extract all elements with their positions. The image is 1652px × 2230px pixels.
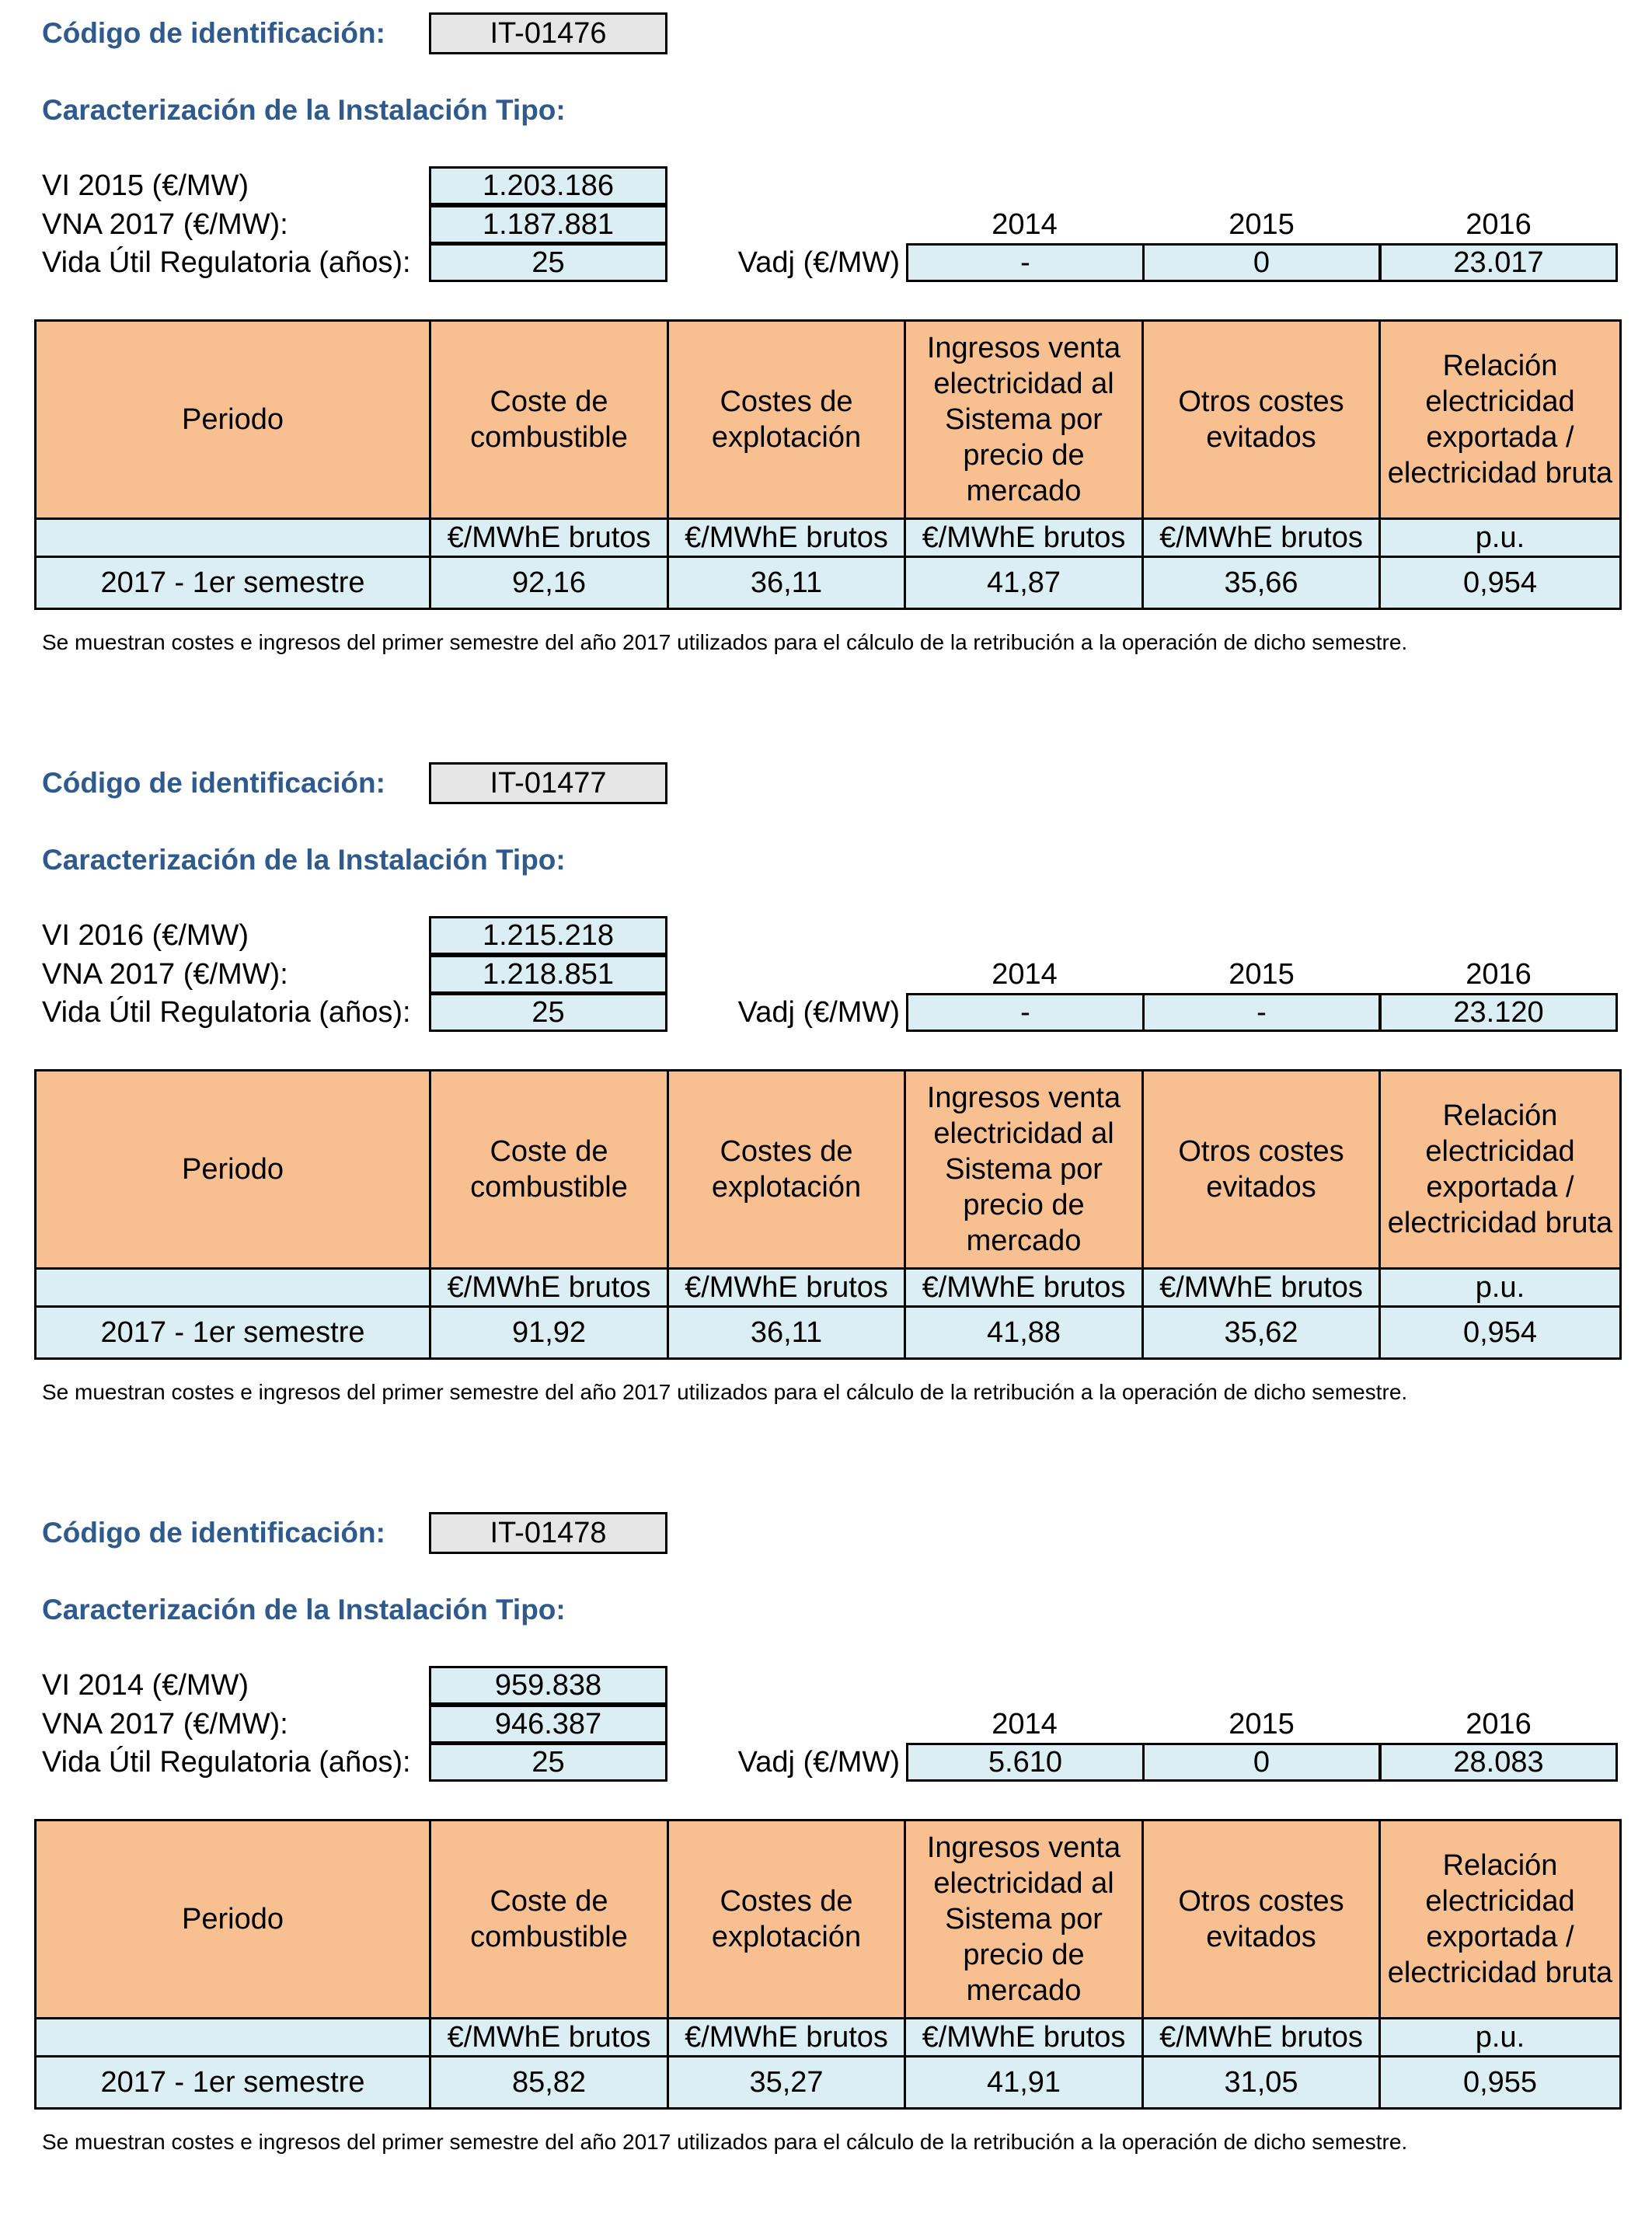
unit-cell: p.u. bbox=[1380, 1269, 1621, 1307]
vi-value: 959.838 bbox=[429, 1666, 667, 1705]
characterization-heading: Caracterización de la Instalación Tipo: bbox=[42, 1594, 566, 1625]
data-cell: 0,954 bbox=[1380, 557, 1621, 609]
unit-cell: €/MWhE brutos bbox=[668, 2019, 905, 2057]
data-cell: 35,27 bbox=[668, 2057, 905, 2109]
vadj-label: Vadj (€/MW) bbox=[737, 996, 900, 1029]
data-cell: 36,11 bbox=[668, 557, 905, 609]
header-periodo: Periodo bbox=[36, 1821, 430, 2019]
vna-label: VNA 2017 (€/MW): bbox=[42, 208, 288, 241]
data-cell: 31,05 bbox=[1143, 2057, 1380, 2109]
header-relacion: Relación electricidad exportada / electricidad bruta bbox=[1380, 1071, 1621, 1269]
year-2015-header: 2015 bbox=[1229, 958, 1295, 991]
vida-util-label: Vida Útil Regulatoria (años): bbox=[42, 1746, 411, 1779]
data-cell: 92,16 bbox=[430, 557, 668, 609]
data-cell: 2017 - 1er semestre bbox=[36, 557, 430, 609]
unit-cell: €/MWhE brutos bbox=[905, 2019, 1143, 2057]
vi-label: VI 2016 (€/MW) bbox=[42, 919, 249, 952]
unit-cell: €/MWhE brutos bbox=[905, 1269, 1143, 1307]
vna-label: VNA 2017 (€/MW): bbox=[42, 958, 288, 991]
header-otros-costes: Otros costes evitados bbox=[1143, 1821, 1380, 2019]
code-value: IT-01477 bbox=[429, 762, 667, 804]
data-cell: 41,88 bbox=[905, 1307, 1143, 1359]
vida-util-label: Vida Útil Regulatoria (años): bbox=[42, 996, 411, 1029]
vadj-2015-value: - bbox=[1142, 993, 1381, 1032]
vadj-2016-value: 23.017 bbox=[1379, 243, 1618, 282]
data-cell: 0,954 bbox=[1380, 1307, 1621, 1359]
code-label: Código de identificación: bbox=[42, 1517, 385, 1549]
vadj-2014-value: 5.610 bbox=[906, 1743, 1145, 1782]
vna-value: 1.187.881 bbox=[429, 205, 667, 244]
header-costes-explotacion: Costes de explotación bbox=[668, 1821, 905, 2019]
footnote: Se muestran costes e ingresos del primer semestre del año 2017 utilizados para el cálculo de la retribución a la operación de dicho semestre. bbox=[42, 2130, 1408, 2154]
unit-cell: €/MWhE brutos bbox=[430, 1269, 668, 1307]
year-2015-header: 2015 bbox=[1229, 1708, 1295, 1740]
vadj-2016-value: 23.120 bbox=[1379, 993, 1618, 1032]
unit-cell bbox=[36, 1269, 430, 1307]
unit-cell: p.u. bbox=[1380, 519, 1621, 557]
data-cell: 0,955 bbox=[1380, 2057, 1621, 2109]
footnote: Se muestran costes e ingresos del primer semestre del año 2017 utilizados para el cálculo de la retribución a la operación de dicho semestre. bbox=[42, 630, 1408, 654]
year-2014-header: 2014 bbox=[992, 958, 1058, 991]
characterization-heading: Caracterización de la Instalación Tipo: bbox=[42, 844, 566, 876]
data-cell: 35,62 bbox=[1143, 1307, 1380, 1359]
year-2014-header: 2014 bbox=[992, 1708, 1058, 1740]
year-2014-header: 2014 bbox=[992, 208, 1058, 241]
unit-cell bbox=[36, 519, 430, 557]
table-row bbox=[36, 2057, 1621, 2109]
vadj-2015-value: 0 bbox=[1142, 243, 1381, 282]
table-row bbox=[36, 557, 1621, 609]
unit-cell: €/MWhE brutos bbox=[668, 519, 905, 557]
data-cell: 2017 - 1er semestre bbox=[36, 1307, 430, 1359]
header-costes-explotacion: Costes de explotación bbox=[668, 1071, 905, 1269]
year-2016-header: 2016 bbox=[1466, 208, 1532, 241]
data-cell: 91,92 bbox=[430, 1307, 668, 1359]
header-ingresos-venta: Ingresos venta electricidad al Sistema por precio de mercado bbox=[905, 321, 1143, 519]
header-periodo: Periodo bbox=[36, 1071, 430, 1269]
unit-cell: €/MWhE brutos bbox=[1143, 2019, 1380, 2057]
cost-table bbox=[34, 319, 1619, 610]
header-coste-combustible: Coste de combustible bbox=[430, 1821, 668, 2019]
vi-label: VI 2015 (€/MW) bbox=[42, 169, 249, 202]
unit-cell: €/MWhE brutos bbox=[430, 519, 668, 557]
installation-block-2 bbox=[0, 750, 1652, 1480]
vida-util-value: 25 bbox=[429, 993, 667, 1032]
header-ingresos-venta: Ingresos venta electricidad al Sistema por precio de mercado bbox=[905, 1821, 1143, 2019]
vadj-2015-value: 0 bbox=[1142, 1743, 1381, 1782]
vi-label: VI 2014 (€/MW) bbox=[42, 1669, 249, 1702]
unit-cell bbox=[36, 2019, 430, 2057]
header-costes-explotacion: Costes de explotación bbox=[668, 321, 905, 519]
vna-value: 946.387 bbox=[429, 1705, 667, 1744]
vida-util-value: 25 bbox=[429, 243, 667, 282]
table-header-row bbox=[36, 1821, 1621, 2019]
footnote: Se muestran costes e ingresos del primer semestre del año 2017 utilizados para el cálculo de la retribución a la operación de dicho semestre. bbox=[42, 1380, 1408, 1404]
unit-cell: €/MWhE brutos bbox=[430, 2019, 668, 2057]
header-otros-costes: Otros costes evitados bbox=[1143, 321, 1380, 519]
year-2016-header: 2016 bbox=[1466, 958, 1532, 991]
vna-value: 1.218.851 bbox=[429, 955, 667, 994]
table-units-row bbox=[36, 519, 1621, 557]
characterization-heading: Caracterización de la Instalación Tipo: bbox=[42, 94, 566, 126]
vi-value: 1.215.218 bbox=[429, 916, 667, 955]
unit-cell: p.u. bbox=[1380, 2019, 1621, 2057]
vadj-2014-value: - bbox=[906, 993, 1145, 1032]
year-2015-header: 2015 bbox=[1229, 208, 1295, 241]
unit-cell: €/MWhE brutos bbox=[905, 519, 1143, 557]
header-periodo: Periodo bbox=[36, 321, 430, 519]
code-label: Código de identificación: bbox=[42, 17, 385, 49]
unit-cell: €/MWhE brutos bbox=[668, 1269, 905, 1307]
header-otros-costes: Otros costes evitados bbox=[1143, 1071, 1380, 1269]
year-2016-header: 2016 bbox=[1466, 1708, 1532, 1740]
cost-table bbox=[34, 1069, 1619, 1360]
vadj-label: Vadj (€/MW) bbox=[737, 246, 900, 279]
data-cell: 35,66 bbox=[1143, 557, 1380, 609]
installation-block-1 bbox=[0, 0, 1652, 730]
header-coste-combustible: Coste de combustible bbox=[430, 321, 668, 519]
code-value: IT-01476 bbox=[429, 12, 667, 54]
header-relacion: Relación electricidad exportada / electricidad bruta bbox=[1380, 321, 1621, 519]
data-cell: 2017 - 1er semestre bbox=[36, 2057, 430, 2109]
vna-label: VNA 2017 (€/MW): bbox=[42, 1708, 288, 1740]
vi-value: 1.203.186 bbox=[429, 166, 667, 205]
vida-util-label: Vida Útil Regulatoria (años): bbox=[42, 246, 411, 279]
code-value: IT-01478 bbox=[429, 1512, 667, 1554]
header-coste-combustible: Coste de combustible bbox=[430, 1071, 668, 1269]
table-header-row bbox=[36, 321, 1621, 519]
header-ingresos-venta: Ingresos venta electricidad al Sistema por precio de mercado bbox=[905, 1071, 1143, 1269]
vadj-2014-value: - bbox=[906, 243, 1145, 282]
vadj-label: Vadj (€/MW) bbox=[737, 1746, 900, 1779]
table-units-row bbox=[36, 1269, 1621, 1307]
vida-util-value: 25 bbox=[429, 1743, 667, 1782]
cost-table bbox=[34, 1819, 1619, 2110]
data-cell: 41,87 bbox=[905, 557, 1143, 609]
header-relacion: Relación electricidad exportada / electricidad bruta bbox=[1380, 1821, 1621, 2019]
installation-block-3 bbox=[0, 1500, 1652, 2230]
unit-cell: €/MWhE brutos bbox=[1143, 519, 1380, 557]
unit-cell: €/MWhE brutos bbox=[1143, 1269, 1380, 1307]
table-row bbox=[36, 1307, 1621, 1359]
code-label: Código de identificación: bbox=[42, 767, 385, 799]
vadj-2016-value: 28.083 bbox=[1379, 1743, 1618, 1782]
table-header-row bbox=[36, 1071, 1621, 1269]
data-cell: 41,91 bbox=[905, 2057, 1143, 2109]
data-cell: 85,82 bbox=[430, 2057, 668, 2109]
data-cell: 36,11 bbox=[668, 1307, 905, 1359]
table-units-row bbox=[36, 2019, 1621, 2057]
